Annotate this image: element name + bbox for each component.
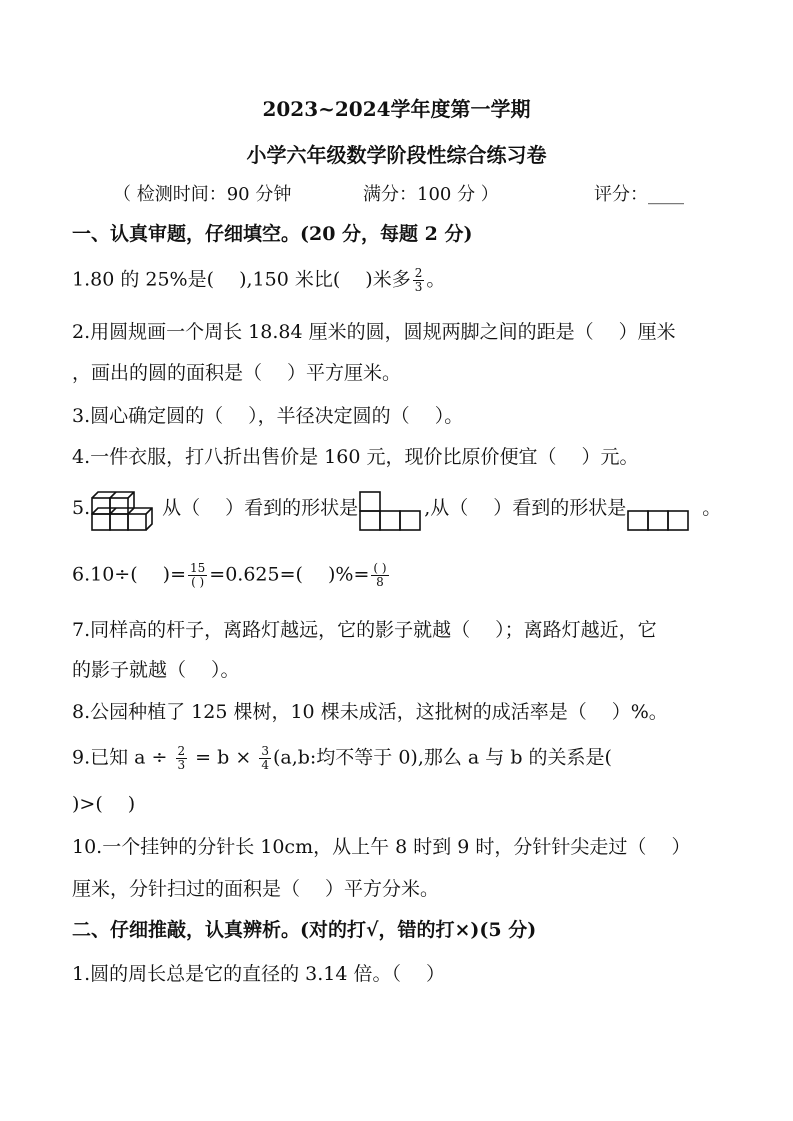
score-field: 评分：____ — [594, 184, 684, 205]
fraction-15-over-blank: $\frac{15}{( )}$ — [190, 561, 206, 589]
question-1-6: 6.10÷( )= $\frac{15}{( )}$ =0.625=( )%= $\frac{( )}{8}$ — [72, 561, 387, 589]
question-2-1: 1.圆的周长总是它的直径的 3.14 倍。（ ） — [72, 963, 446, 985]
section-1-heading: 一、认真审题，仔细填空。(20 分，每题 2 分) — [72, 223, 473, 245]
question-1-7-line2: 的影子就越（ ）。 — [72, 659, 240, 681]
view-shape-1-figure — [358, 488, 424, 532]
question-1-7-line1: 7.同样高的杆子，离路灯越远，它的影子就越（ ）；离路灯越近，它 — [72, 619, 657, 641]
question-1-2-line1: 2.用圆规画一个周长 18.84 厘米的圆，圆规两脚之间的距是（ ）厘米 — [72, 321, 676, 343]
cube-stack-figure — [90, 488, 162, 532]
question-1-2-line2: ，画出的圆的面积是（ ）平方厘米。 — [72, 362, 402, 384]
question-1-10-line1: 10.一个挂钟的分针长 10cm，从上午 8 时到 9 时，分针针尖走过（ ） — [72, 836, 691, 858]
q1-text: 1.80 的 25%是( ),150 米比( )米多 — [72, 268, 411, 291]
question-1-4: 4.一件衣服，打八折出售价是 160 元，现价比原价便宜（ ）元。 — [72, 446, 639, 468]
section-2-heading: 二、仔细推敲，认真辨析。(对的打√，错的打×)(5 分) — [72, 919, 537, 941]
question-1-10-line2: 厘米，分针扫过的面积是（ ）平方分米。 — [72, 878, 440, 900]
question-1-9: 9.已知 a ÷ $\frac{2}{3}$ = b × $\frac{3}{4}$ (a,b:均不等于 0),那么 a 与 b 的关系是( — [72, 744, 612, 772]
test-duration: （ 检测时间：90 分钟 — [113, 184, 292, 205]
question-1-8: 8.公园种植了 125 棵树，10 棵未成活，这批树的成活率是（ ）%。 — [72, 701, 668, 723]
full-score: 满分：100 分 ） — [363, 184, 499, 205]
question-1-1: 1.80 的 25%是( ),150 米比( )米多 $\frac{2}{3}$ 。 — [72, 266, 446, 294]
question-1-5: 5. 从（ ）看到的形状是 ,从（ ）看到的形状是 。 — [72, 484, 721, 532]
fraction-two-thirds: $\frac{2}{3}$ — [414, 266, 423, 294]
exam-title-name: 小学六年级数学阶段性综合练习卷 — [246, 143, 547, 167]
fraction-three-quarters: $\frac{3}{4}$ — [261, 744, 269, 772]
fraction-two-thirds-q9: $\frac{2}{3}$ — [177, 744, 186, 772]
exam-title-year: 2023~2024学年度第一学期 — [262, 97, 531, 121]
question-1-9-line2: )>( ) — [72, 793, 136, 815]
fraction-blank-over-8: $\frac{( )}{8}$ — [373, 561, 387, 589]
view-shape-2-figure — [626, 508, 692, 532]
question-1-3: 3.圆心确定圆的（ ），半径决定圆的（ ）。 — [72, 405, 464, 427]
